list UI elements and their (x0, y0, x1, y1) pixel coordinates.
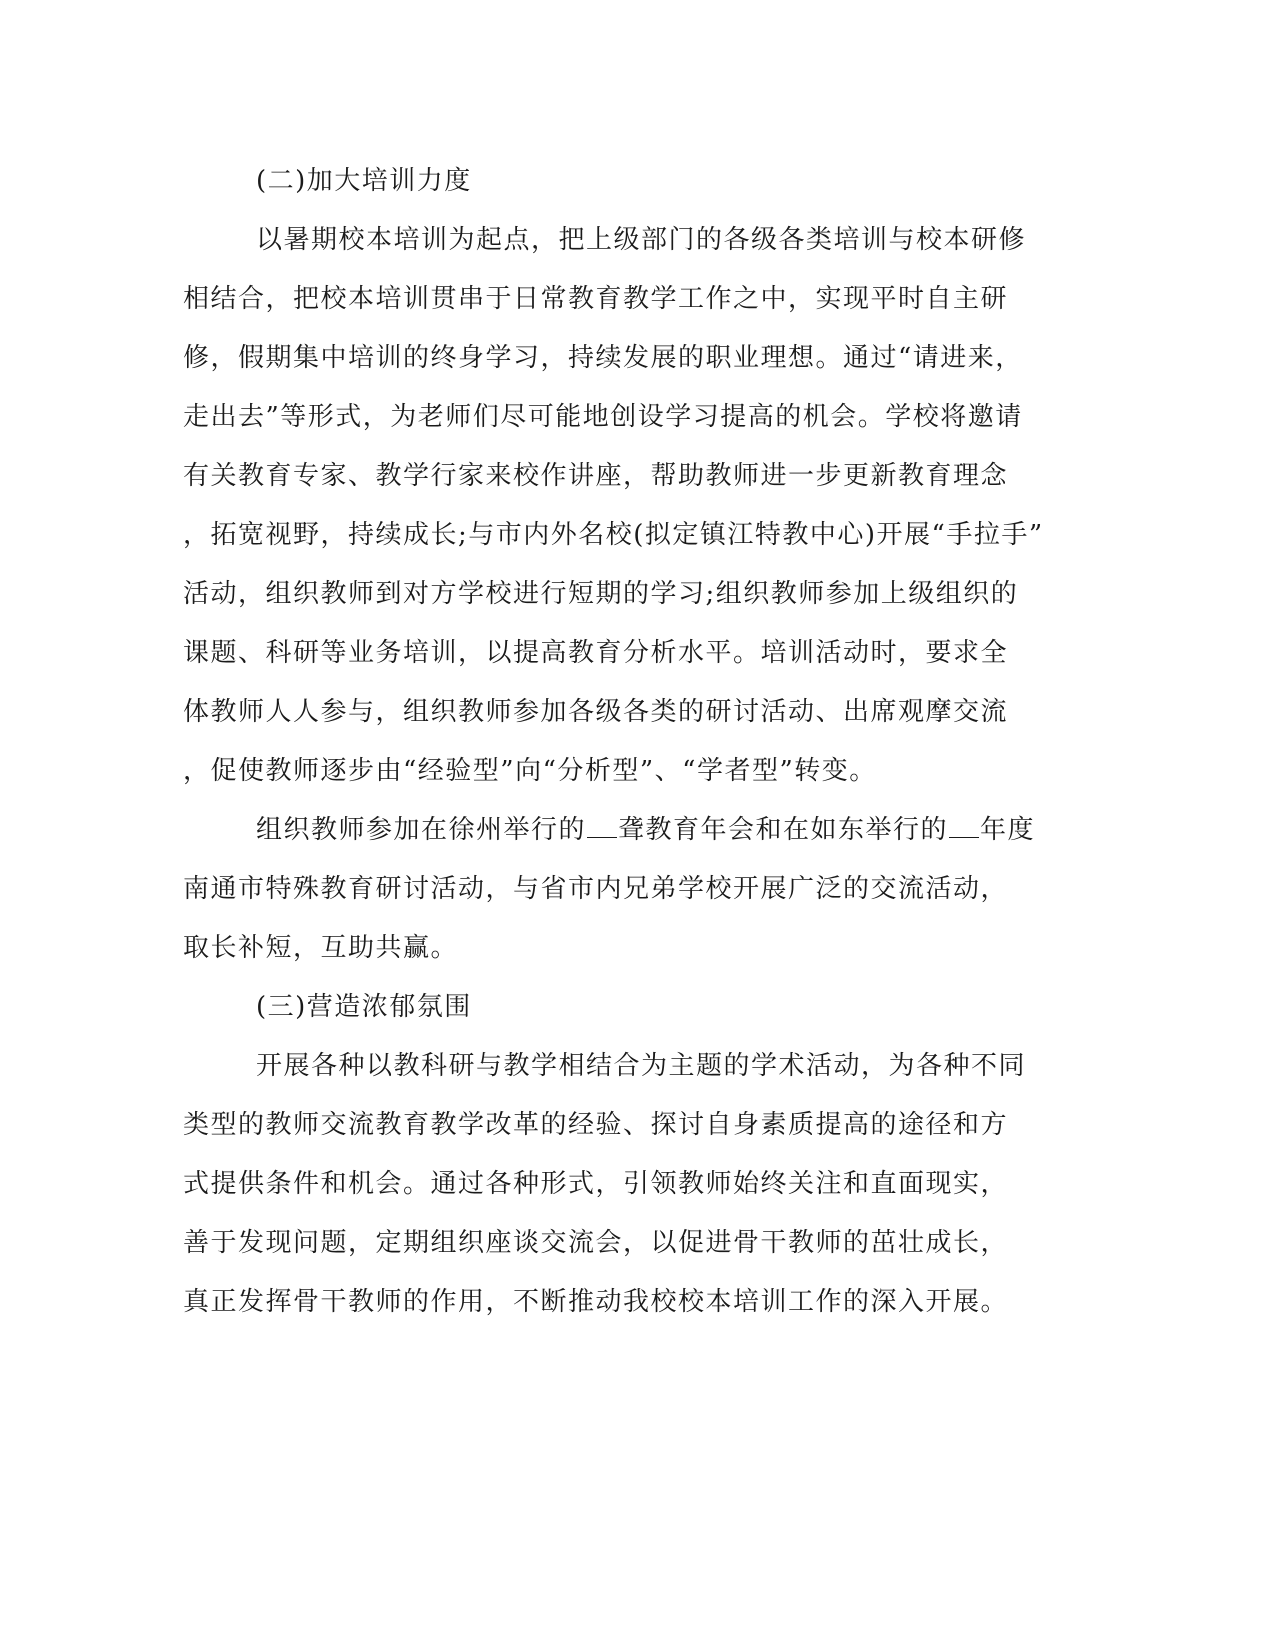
paragraph-line: ，拓宽视野，持续成长;与市内外名校(拟定镇江特教中心)开展“手拉手” (183, 520, 1044, 550)
section-heading-2: (二)加大培训力度 (256, 166, 472, 196)
paragraph-line: 课题、科研等业务培训，以提高教育分析水平。培训活动时，要求全 (183, 638, 1009, 668)
paragraph-line: 修，假期集中培训的终身学习，持续发展的职业理想。通过“请进来， (183, 343, 1023, 373)
text-segment: 年度 (980, 815, 1036, 845)
fill-in-blank (949, 815, 979, 838)
paragraph-line: 以暑期校本培训为起点，把上级部门的各级各类培训与校本研修 (256, 225, 1027, 255)
text-segment: 组织教师参加在徐州举行的 (256, 815, 587, 845)
paragraph-line: 善于发现问题，定期组织座谈交流会，以促进骨干教师的茁壮成长， (183, 1228, 1009, 1258)
paragraph-line: 有关教育专家、教学行家来校作讲座，帮助教师进一步更新教育理念 (183, 461, 1009, 491)
section-heading-3: (三)营造浓郁氛围 (256, 992, 472, 1022)
paragraph-line: 真正发挥骨干教师的作用，不断推动我校校本培训工作的深入开展。 (183, 1287, 1009, 1317)
paragraph-line: 体教师人人参与，组织教师参加各级各类的研讨活动、出席观摩交流 (183, 697, 1009, 727)
paragraph-line: 取长补短，互助共赢。 (183, 933, 459, 963)
paragraph-line: 相结合，把校本培训贯串于日常教育教学工作之中，实现平时自主研 (183, 284, 1009, 314)
paragraph-line: 南通市特殊教育研讨活动，与省市内兄弟学校开展广泛的交流活动， (183, 874, 1009, 904)
paragraph-line: 活动，组织教师到对方学校进行短期的学习;组织教师参加上级组织的 (183, 579, 1019, 609)
paragraph-line: ，促使教师逐步由“经验型”向“分析型”、“学者型”转变。 (183, 756, 877, 786)
paragraph-line: 开展各种以教科研与教学相结合为主题的学术活动，为各种不同 (256, 1051, 1027, 1081)
paragraph-line: 类型的教师交流教育教学改革的经验、探讨自身素质提高的途径和方 (183, 1110, 1009, 1140)
paragraph-line: 式提供条件和机会。通过各种形式，引领教师始终关注和直面现实， (183, 1169, 1009, 1199)
paragraph-line: 走出去”等形式，为老师们尽可能地创设学习提高的机会。学校将邀请 (183, 402, 1023, 432)
fill-in-blank (587, 815, 617, 838)
text-segment: 聋教育年会和在如东举行的 (618, 815, 949, 845)
paragraph-line-with-blanks (256, 810, 1136, 850)
